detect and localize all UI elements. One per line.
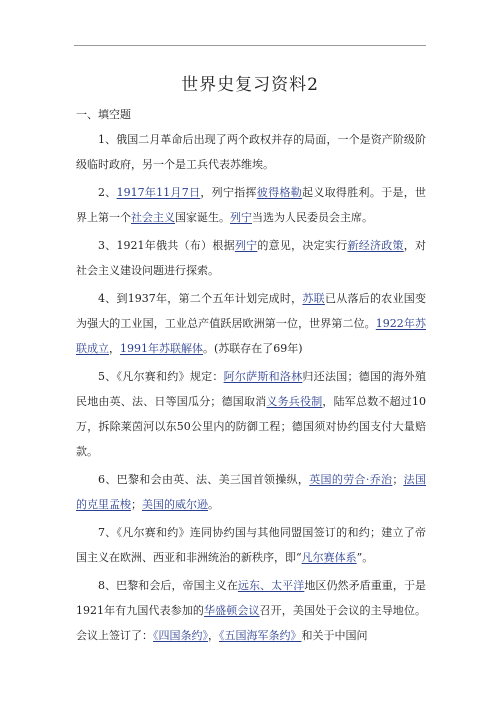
document-body <box>76 102 426 651</box>
paragraph <box>76 364 426 464</box>
paragraph <box>76 233 426 283</box>
underlined-answer: 1922年苏联成立 <box>76 317 426 355</box>
paragraph <box>76 180 426 230</box>
underlined-answer: 法国的克里孟梭 <box>76 473 427 511</box>
text-segment: 。(苏联存在了69年) <box>203 342 303 355</box>
text-segment: 8、巴黎和会后，帝国主义在 <box>98 579 238 592</box>
text-segment: 国家诞生。 <box>175 211 230 224</box>
underlined-answer: 彼得格勒 <box>256 186 303 199</box>
text-segment: ”。 <box>356 551 374 564</box>
text-segment: 当选为人民委员会主席。 <box>252 211 373 224</box>
paragraph <box>76 520 426 570</box>
underlined-answer: 新经济政策 <box>347 239 404 252</box>
text-segment: ，对社会主义建设问题进行探索。 <box>76 239 427 277</box>
text-segment: 的意见，决定实行 <box>257 239 348 252</box>
underlined-answer: 远东、太平洋 <box>237 579 305 592</box>
text-segment: ； <box>392 473 404 486</box>
underlined-answer: 阿尔萨斯和洛林 <box>223 370 303 383</box>
text-segment: 地区仍然矛盾重重，于是1921年有九国代表参加的 <box>76 579 427 617</box>
underlined-answer: 社会主义 <box>131 211 175 224</box>
underlined-answer: 《五国海军条约》 <box>219 629 302 642</box>
text-segment: 和关于中国问 <box>301 629 368 642</box>
paragraph <box>76 573 426 648</box>
text-segment: 起义取得胜利。于是，世界上第一个 <box>76 186 427 224</box>
underlined-answer: 华盛顿会议 <box>204 604 260 617</box>
paragraph <box>76 467 426 517</box>
underlined-answer: 《四国条约》 <box>153 629 208 642</box>
underlined-answer: 义务兵役制 <box>266 395 323 408</box>
paragraph <box>76 286 426 361</box>
paragraph <box>76 127 426 177</box>
text-segment: ，陆军总数不超过10万，拆除莱茵河以东50公里内的防御工程；德国须对协约国支付大量赔款。 <box>76 395 427 458</box>
underlined-answer: 列宁 <box>230 211 252 224</box>
page-title: 世界史复习资料2 <box>181 75 319 95</box>
text-segment: 归还法国；德国的海外殖民地由英、法、日等国瓜分；德国取消 <box>76 370 427 408</box>
text-segment: 。 <box>208 498 219 511</box>
underlined-answer: 美国的威尔逊 <box>142 498 208 511</box>
paragraph-list <box>76 127 426 648</box>
text-segment: 召开，美国处于会议的主导地位。会议上签订了： <box>76 604 427 642</box>
text-segment: 4、到1937年，第二个五年计划完成时， <box>98 292 303 305</box>
text-segment: ，列宁指挥 <box>200 186 257 199</box>
section-heading: 一、填空题 <box>76 108 131 121</box>
underlined-answer: 列宁 <box>234 239 258 252</box>
text-segment: 7、《凡尔赛和约》连同协约国与其他同盟国签订的和约；建立了帝国主义在欧洲、西亚和非洲统治的新秩序，即“ <box>76 526 426 564</box>
text-segment: 1、俄国二月革命后出现了两个政权并存的局面，一个是资产阶级阶级临时政府，另一个是工兵代表苏维埃。 <box>76 133 426 171</box>
underlined-answer: 苏联 <box>302 292 325 305</box>
underlined-answer: 凡尔赛体系 <box>301 551 357 564</box>
header-rule <box>74 45 426 46</box>
text-segment: ， <box>208 629 219 642</box>
text-segment: ， <box>109 342 120 355</box>
text-segment: 已从落后的农业国变为强大的工业国，工业总产值跃居欧洲第一位，世界第二位。 <box>76 292 427 330</box>
underlined-answer: 1917年11月7日 <box>116 186 201 199</box>
text-segment: 5、《凡尔赛和约》规定： <box>98 370 224 383</box>
text-segment: ； <box>131 498 142 511</box>
text-segment: 3、1921年俄共（布）根据 <box>98 239 235 252</box>
text-segment: 6、巴黎和会由英、法、美三国首领操纵， <box>98 473 310 486</box>
underlined-answer: 英国的劳合·乔治 <box>309 473 393 486</box>
underlined-answer: 1991年苏联解体 <box>120 342 203 355</box>
text-segment: 2、 <box>98 186 117 199</box>
